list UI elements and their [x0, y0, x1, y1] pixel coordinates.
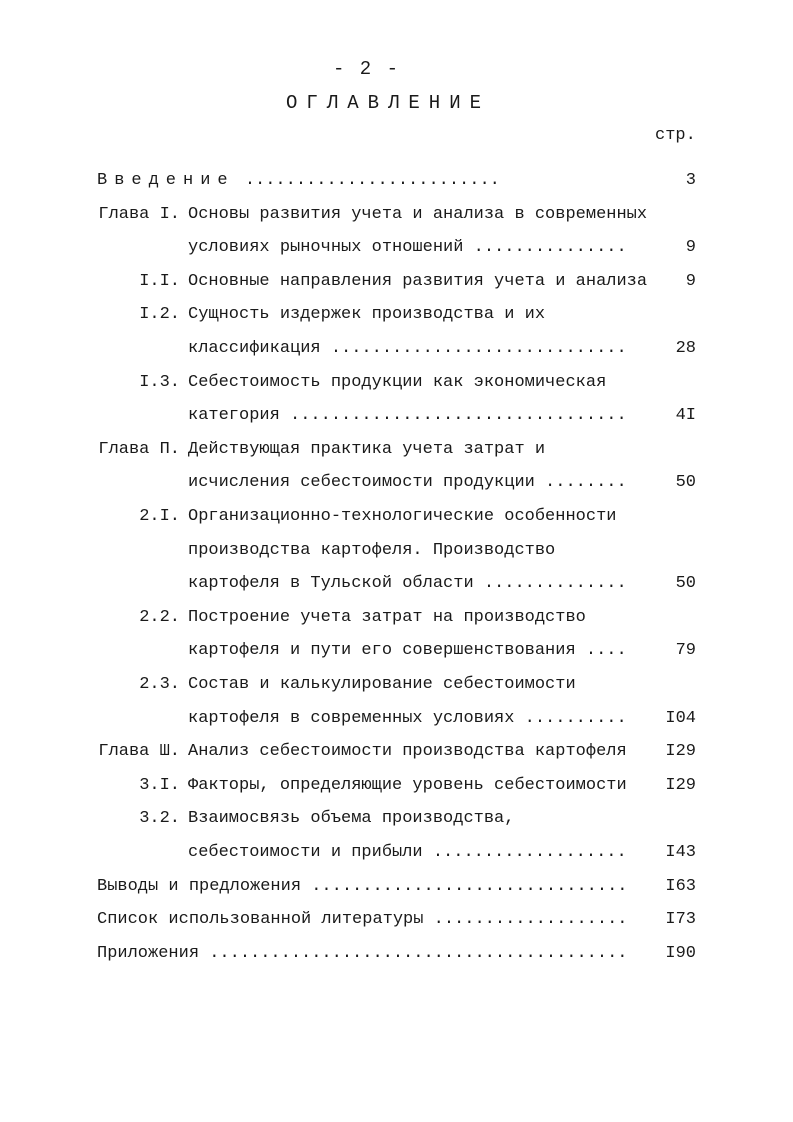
toc-entry-text: Факторы, определяющие уровень себестоимости [188, 775, 627, 795]
toc-entry-page: I29 [665, 742, 696, 762]
toc-entry-text: категория ................................. [188, 406, 627, 426]
toc-entry-page: I63 [665, 876, 696, 896]
toc-entry-page: 9 [685, 271, 696, 291]
toc-entry-text: Сущность издержек производства и их [188, 305, 546, 325]
toc-line [0, 470, 793, 496]
toc-entry-number: 3.I. [139, 775, 180, 795]
toc-line [0, 739, 793, 765]
toc-line [0, 638, 793, 664]
toc-entry-page: I04 [665, 708, 696, 728]
toc-entry-text: Состав и калькулирование себестоимости [188, 675, 576, 694]
toc-entry-page: 79 [675, 641, 696, 661]
toc-line [0, 806, 793, 832]
toc-entry-page: I43 [665, 843, 696, 862]
toc-line [0, 571, 793, 597]
toc-entry-text: Основы развития учета и анализа в современных [188, 204, 648, 224]
toc-entry-number: 2.2. [139, 607, 180, 627]
toc-entry-text: Взаимосвязь объема производства, [188, 809, 515, 829]
toc-entry-page: I73 [665, 910, 696, 930]
toc-entry-text: классификация ............................. [188, 339, 627, 358]
toc-line [0, 235, 793, 261]
page-title: ОГЛАВЛЕНИЕ [285, 92, 491, 114]
toc-line [0, 605, 793, 631]
toc-line [0, 672, 793, 698]
toc-entry-text: Действующая практика учета затрат и [188, 439, 546, 459]
toc-line [0, 437, 793, 463]
toc-line [0, 706, 793, 732]
toc-line [0, 403, 793, 429]
toc-entry-page: 50 [675, 473, 696, 493]
toc-entry-text: условиях рыночных отношений ............... [188, 238, 627, 258]
toc-entry-page: 4I [675, 406, 696, 426]
toc-entry-number: 2.3. [139, 675, 180, 694]
toc-line [0, 269, 793, 295]
toc-entry-page: 3 [685, 171, 696, 190]
toc-entry-text: Себестоимость продукции как экономическая [188, 372, 607, 392]
toc-entry-text: картофеля в Тульской области .............. [188, 574, 627, 594]
toc-entry-page: 28 [675, 339, 696, 358]
toc-entry-text: Анализ себестоимости производства картофеля [188, 742, 627, 762]
toc-entry-text: картофеля в современных условиях .......... [188, 708, 627, 728]
toc-entry-number: Глава Ш. [98, 742, 180, 762]
toc-entry-page: 9 [685, 238, 696, 258]
toc-line [0, 907, 793, 933]
toc-entry-text: Основные направления развития учета и анализа [188, 271, 648, 291]
toc-line [0, 302, 793, 328]
toc-line [0, 840, 793, 866]
toc-entry-number: I.I. [139, 271, 180, 291]
toc-entry-page: I29 [665, 775, 696, 795]
toc-entry-number: 3.2. [139, 809, 180, 829]
toc-entry-text: производства картофеля. Производство [188, 540, 556, 560]
toc-line [0, 336, 793, 362]
toc-entry-text: исчисления себестоимости продукции ........ [188, 473, 627, 493]
toc-line [0, 370, 793, 396]
toc-line [0, 504, 793, 530]
toc-entry-page: 50 [675, 574, 696, 594]
toc-entry-text: Выводы и предложения ............................... [97, 876, 628, 896]
toc-entry-number: I.3. [139, 372, 180, 392]
toc-line [0, 773, 793, 799]
toc-entry-number: Глава П. [98, 439, 180, 459]
toc-line [0, 874, 793, 900]
page-column-label: стр. [655, 126, 696, 145]
toc-line [0, 941, 793, 967]
toc-line [0, 202, 793, 228]
toc-entry-text: себестоимости и прибыли ................... [188, 843, 627, 862]
toc-entry-text: Приложения ......................................... [97, 943, 628, 963]
toc-entry-page: I90 [665, 943, 696, 963]
toc-entry-number: 2.I. [139, 507, 180, 526]
toc-entry-number: Глава I. [98, 204, 180, 224]
toc-entry-text: Организационно-технологические особенности [188, 507, 617, 526]
page-number: - 2 - [332, 58, 400, 80]
toc-entry-text: картофеля и пути его совершенствования .... [188, 641, 627, 661]
toc-entry-text: Введение ......................... [97, 171, 500, 190]
toc-entry-text: Построение учета затрат на производство [188, 607, 586, 627]
toc-entry-number: I.2. [139, 305, 180, 325]
toc-line [0, 168, 793, 194]
toc-entry-text: Список использованной литературы ................... [97, 910, 628, 930]
toc-line [0, 538, 793, 564]
